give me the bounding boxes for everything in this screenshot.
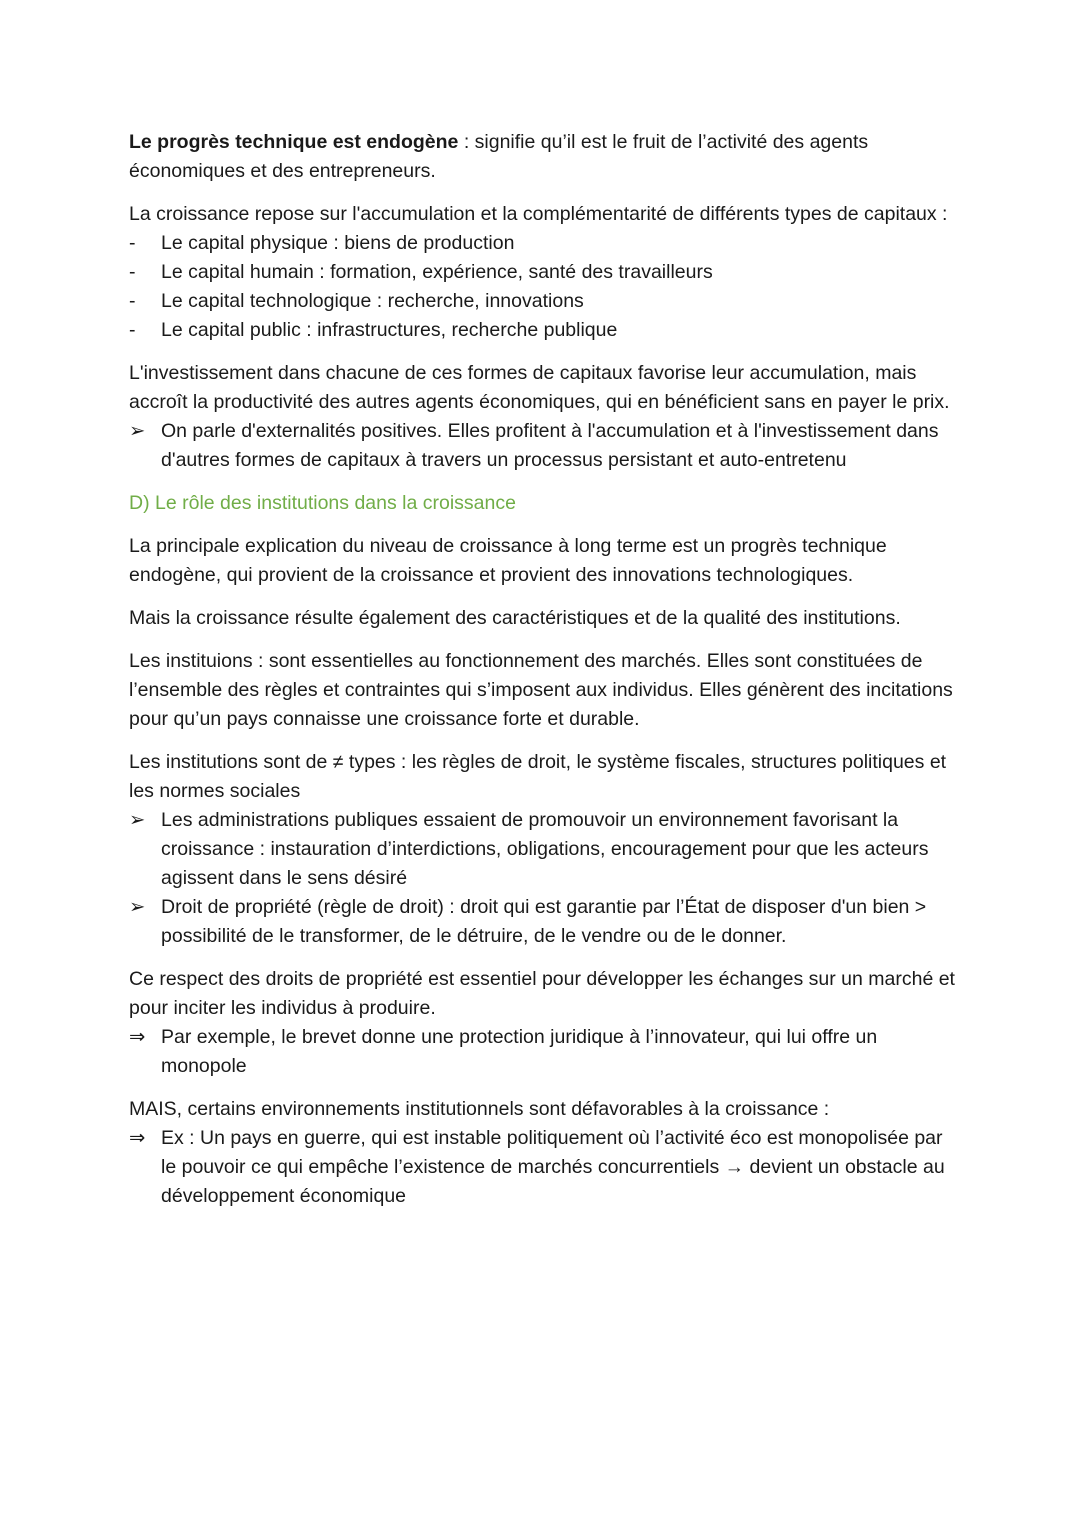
dash-marker: - [129, 290, 136, 312]
list-item-text: Ex : Un pays en guerre, qui est instable politiquement où l’activité éco est monopolisée par le pouvoir ce qui empêche l’existence de marchés concurrentiels → devient un obstacle au développement économique [161, 1127, 945, 1207]
list-item-text: Le capital technologique : recherche, innovations [161, 290, 584, 312]
paragraph-unfavorable: MAIS, certains environnements institutionnels sont défavorables à la croissance : [129, 1098, 830, 1120]
definition-endogenous: : signifie qu’il est le fruit de l’activité des agents économiques et des entrepreneurs. [129, 131, 869, 182]
list-item-text: Par exemple, le brevet donne une protection juridique à l’innovateur, qui lui offre un monopole [161, 1026, 878, 1077]
institutions-bullet-list [129, 806, 959, 951]
dash-marker: - [129, 261, 136, 283]
list-item-text: On parle d'externalités positives. Elles profitent à l'accumulation et à l'investissement dans d'autres formes de capitaux à travers un processus persistant et auto-entretenu [161, 420, 939, 471]
implies-arrow-icon: ⇒ [129, 1026, 146, 1048]
arrow-bullet-icon: ➢ [129, 809, 146, 831]
list-item-text: Les administrations publiques essaient de promouvoir un environnement favorisant la croissance : instauration d’interdictions, obligations, encouragement pour que les acteurs agissent dans le sens désiré [161, 809, 929, 889]
list-item [129, 287, 959, 316]
list-item [129, 229, 959, 258]
paragraph-endogenous [129, 128, 959, 186]
list-item-text: Le capital physique : biens de production [161, 232, 515, 254]
list-item-text: Droit de propriété (règle de droit) : droit qui est garantie par l’État de disposer d'un bien > possibilité de le transformer, de le détruire, de le vendre ou de le donner. [161, 896, 927, 947]
section-heading: D) Le rôle des institutions dans la croissance [129, 492, 516, 514]
paragraph-long-term-growth: La principale explication du niveau de croissance à long terme est un progrès technique endogène, qui provient de la croissance et provient des innovations technologiques. [129, 535, 887, 586]
paragraph-institutions-definition: Les instituions : sont essentielles au fonctionnement des marchés. Elles sont constituées de l’ensemble des règles et contraintes qui s’imposent aux individus. Elles génèrent des incitations pour qu’un pays connaisse une croissance forte et durable. [129, 650, 953, 730]
term-endogenous: Le progrès technique est endogène [129, 131, 459, 153]
list-item-text: Le capital public : infrastructures, recherche publique [161, 319, 618, 341]
war-example-list [129, 1124, 959, 1211]
list-item [129, 417, 959, 475]
list-item-text: Le capital humain : formation, expérience, santé des travailleurs [161, 261, 713, 283]
capital-types-list [129, 229, 959, 345]
paragraph-capital-intro: La croissance repose sur l'accumulation et la complémentarité de différents types de capitaux : [129, 203, 948, 225]
list-item [129, 258, 959, 287]
paragraph-institutions-quality: Mais la croissance résulte également des caractéristiques et de la qualité des institutions. [129, 607, 901, 629]
arrow-bullet-icon: ➢ [129, 420, 146, 442]
list-item [129, 316, 959, 345]
arrow-bullet-icon: ➢ [129, 896, 146, 918]
patent-example-list [129, 1023, 959, 1081]
paragraph-property-rights: Ce respect des droits de propriété est essentiel pour développer les échanges sur un marché et pour inciter les individus à produire. [129, 968, 955, 1019]
implies-arrow-icon: ⇒ [129, 1127, 146, 1149]
dash-marker: - [129, 319, 136, 341]
list-item [129, 1023, 959, 1081]
externalities-bullet-list [129, 417, 959, 475]
list-item [129, 806, 959, 893]
list-item [129, 893, 959, 951]
paragraph-investment: L'investissement dans chacune de ces formes de capitaux favorise leur accumulation, mais accroît la productivité des autres agents économiques, qui en bénéficient sans en payer le prix. [129, 362, 950, 413]
paragraph-institution-types: Les institutions sont de ≠ types : les règles de droit, le système fiscales, structures politiques et les normes sociales [129, 751, 947, 802]
document-body [129, 128, 959, 1211]
dash-marker: - [129, 232, 136, 254]
list-item [129, 1124, 959, 1211]
